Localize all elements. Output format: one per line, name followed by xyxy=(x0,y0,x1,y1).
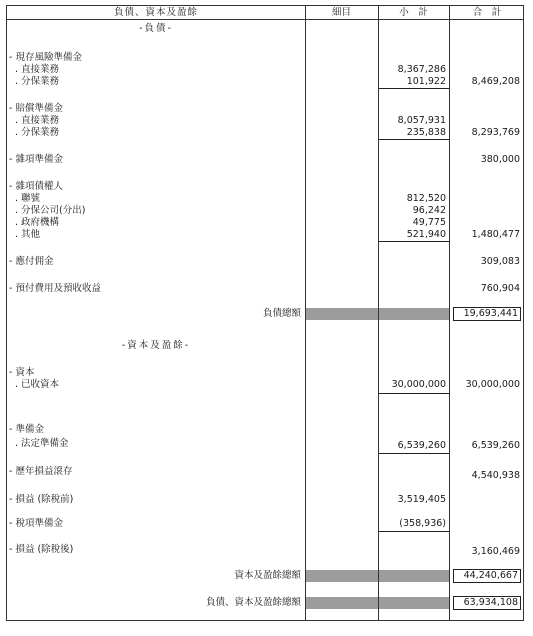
balance-sheet-table xyxy=(6,5,524,621)
header-detail: 細目 xyxy=(331,7,351,18)
total-liabilities-value: 19,693,441 xyxy=(463,308,518,319)
value-paid-in-capital: 30,000,000 xyxy=(391,379,446,390)
total-claims-reserve: 8,293,769 xyxy=(471,127,520,138)
subtotal-underline xyxy=(379,88,449,89)
header-subtotal: 小 計 xyxy=(399,7,428,18)
subtotal-underline xyxy=(379,241,449,242)
row-label-misc-reserve: - 雜項準備金 xyxy=(9,154,63,165)
total-prepaid-expenses: 760,904 xyxy=(480,283,520,294)
grand-total-label: 負債、資本及盈餘總額 xyxy=(205,597,301,608)
section-title-liabilities: -負債- xyxy=(139,23,173,34)
total-commissions-payable: 309,083 xyxy=(480,256,520,267)
subtotal-underline xyxy=(379,531,449,532)
shaded-cell xyxy=(379,597,449,609)
shaded-cell xyxy=(379,570,449,582)
total-misc-creditors: 1,480,477 xyxy=(471,229,520,240)
total-retained-earnings: 4,540,938 xyxy=(471,470,520,481)
total-after-tax-profit: 3,160,469 xyxy=(471,546,520,557)
total-unexpired-risk-reserve: 8,469,208 xyxy=(471,76,520,87)
section-title-capital-surplus: -資本及盈餘- xyxy=(121,340,191,351)
total-reserves: 6,539,260 xyxy=(471,440,520,451)
row-label-misc-creditors: - 雜項債權人 xyxy=(9,181,63,192)
row-label-after-tax-profit: - 損益 (除稅後) xyxy=(9,544,74,555)
row-label-claims-reserve: - 賠償準備金 xyxy=(9,103,63,114)
value-direct-business: 8,057,931 xyxy=(397,115,446,126)
row-label-reinsurers-ceded: . 分保公司(分出) xyxy=(15,205,86,216)
value-others: 521,940 xyxy=(406,229,446,240)
row-label-prepaid-expenses: - 預付費用及預收收益 xyxy=(9,283,101,294)
value-government: 49,775 xyxy=(412,217,446,228)
shaded-cell xyxy=(306,570,378,582)
row-label-tax-reserve: - 稅項準備金 xyxy=(9,518,63,529)
shaded-cell xyxy=(306,308,378,320)
value-legal-reserve: 6,539,260 xyxy=(397,440,446,451)
row-label-others: . 其他 xyxy=(15,229,41,240)
row-label-legal-reserve: . 法定準備金 xyxy=(15,438,69,449)
row-label-commissions-payable: - 應付佣金 xyxy=(9,256,54,267)
value-direct-business: 8,367,286 xyxy=(397,64,446,75)
total-misc-reserve: 380,000 xyxy=(480,154,520,165)
total-liabilities-label: 負債總額 xyxy=(262,308,301,319)
row-label-direct-business: . 直接業務 xyxy=(15,115,60,126)
value-tax-reserve: (358,936) xyxy=(399,518,446,529)
value-reinsurers-ceded: 96,242 xyxy=(412,205,446,216)
total-capital: 30,000,000 xyxy=(465,379,520,390)
value-reinsurance-business: 235,838 xyxy=(406,127,446,138)
header-item: 負債、資本及盈餘 xyxy=(113,7,198,18)
row-label-affiliates: . 聯號 xyxy=(15,193,41,204)
row-label-reinsurance-business: . 分保業務 xyxy=(15,127,60,138)
row-label-direct-business: . 直接業務 xyxy=(15,64,60,75)
value-pre-tax-profit: 3,519,405 xyxy=(397,494,446,505)
value-affiliates: 812,520 xyxy=(406,193,446,204)
subtotal-underline xyxy=(379,393,449,394)
header-rule xyxy=(7,19,523,20)
row-label-government: . 政府機構 xyxy=(15,217,60,228)
subtotal-underline xyxy=(379,453,449,454)
grand-total-value: 63,934,108 xyxy=(463,597,518,608)
row-label-pre-tax-profit: - 損益 (除稅前) xyxy=(9,494,74,505)
subtotal-underline xyxy=(379,139,449,140)
row-label-unexpired-risk-reserve: - 現存風險準備金 xyxy=(9,52,82,63)
row-label-reserves: - 準備金 xyxy=(9,424,44,435)
header-total: 合 計 xyxy=(472,7,502,18)
total-capital-surplus-label: 資本及盈餘總額 xyxy=(234,570,301,581)
row-label-paid-in-capital: . 已收資本 xyxy=(15,379,60,390)
total-capital-surplus-value: 44,240,667 xyxy=(463,570,518,581)
shaded-cell xyxy=(379,308,449,320)
row-label-capital: - 資本 xyxy=(9,367,35,378)
shaded-cell xyxy=(306,597,378,609)
value-reinsurance-business: 101,922 xyxy=(406,76,446,87)
row-label-reinsurance-business: . 分保業務 xyxy=(15,76,60,87)
row-label-retained-earnings: - 歷年損益滾存 xyxy=(9,466,73,477)
